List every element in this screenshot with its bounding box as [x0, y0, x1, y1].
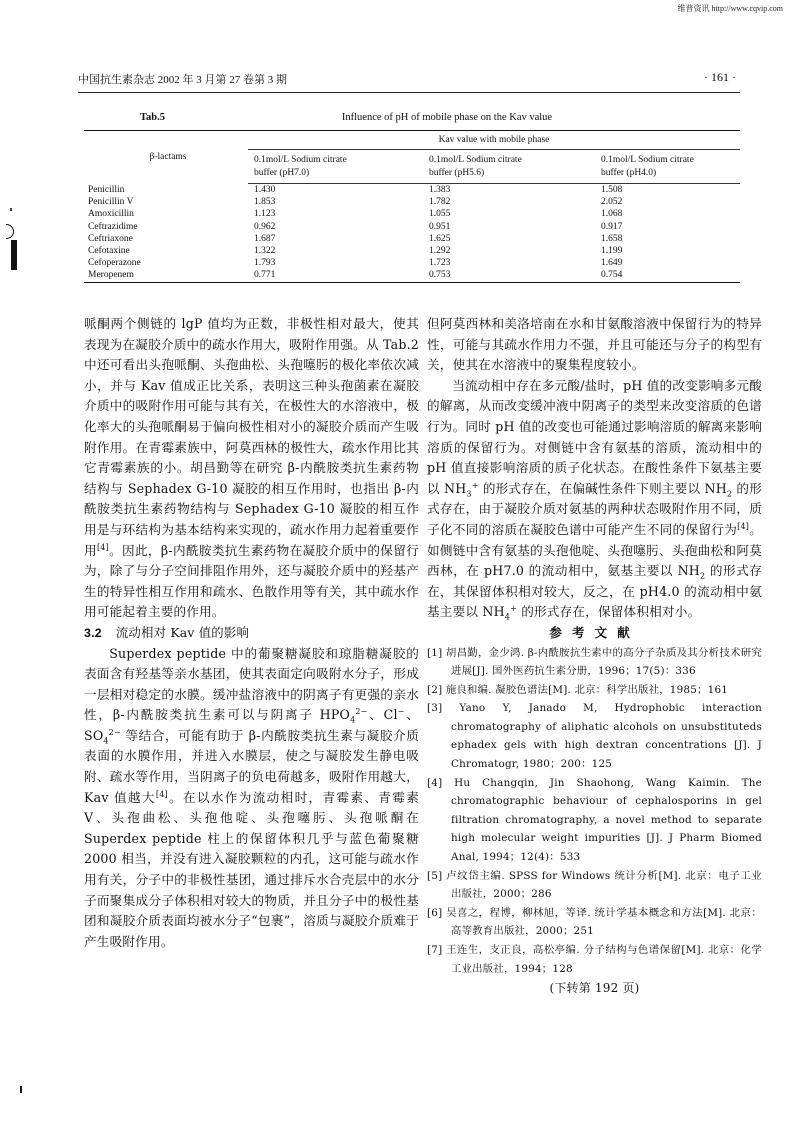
column-header: 0.1mol/L Sodium citrate buffer (pH5.6) [429, 150, 601, 184]
group-header: Kav value with mobile phase [248, 131, 740, 150]
table-row [84, 184, 740, 197]
row-header: β-lactams [84, 131, 248, 184]
drug-name: Ceftrazidime [88, 221, 138, 232]
section-heading [84, 623, 419, 644]
table-row [84, 196, 740, 208]
left-column [84, 314, 419, 952]
kav-value: 1.853 [254, 197, 276, 208]
kav-value: 0.753 [429, 269, 601, 282]
table-row [84, 233, 740, 245]
paragraph: 当流动相中存在多元酸/盐时，pH 值的改变影响多元酸的解离，从而改变缓冲液中阴离子的类型来改变溶质的色谱行为。同时 pH 值的改变也可能通过影响溶质的解离来影响溶质的保留行为。对侧链中含有氨基的溶质，流动相中的 pH 值直接影响溶质的质子化状态。在酸性条件下氨基主要以 $NH_3^+$ 的形式存在，在偏碱性条件下则主要以 $NH_2$ 的形式存在，由于凝胶介质对氨基的两种状态吸附作用不同，质子化不同的溶质在凝胶色谱中可能产生不同的保留行为[4]。如侧链中含有氨基的头孢他啶、头孢噻肟、头孢曲松和阿莫西林，在 pH7.0 的流动相中，氨基主要以 $NH_2$ 的形式存在，其保留体积相对较大，反之，在 pH4.0 的流动相中氨基主要以 $NH_4^+$ 的形式存在，保留体积相对小。 [427, 377, 763, 622]
section-title: 流动相对 Kav 值的影响 [115, 624, 250, 640]
paragraph: 哌酮两个侧链的 lgP 值均为正数，非极性相对最大，使其表现为在凝胶介质中的疏水作用大，吸附作用强。从 Tab.2 中还可看出头孢哌酮、头孢曲松、头孢噻肟的极化率依次减小，并与 Kav 值成正比关系，表明这三种头孢菌素在凝胶介质中的吸附作用可能与其有关，在极性大的水溶液中，极化率大的头孢哌酮易于偏向极性相对小的凝胶介质而产生吸附作用。在青霉素族中，阿莫西林的极性大，疏水作用比其它青霉素族的小。胡昌勤等在研究 β-内酰胺类抗生素药物结构与 Sephadex G-10 凝胶的相互作用时，也指出 β-内酰胺类抗生素药物结构与 Sephadex G-10 凝胶的相互作用是与环结构为基本结构来实现的，疏水作用力起着重要作用[4]。因此，β-内酰胺类抗生素药物在凝胶介质中的保留行为，除了与分子空间排阻作用外，还与凝胶介质中的羟基产生的特异性相互作用和疏水、色散作用等有关，其中疏水作用可能起着主要的作用。 [84, 316, 419, 620]
scan-mark [11, 240, 17, 270]
journal-title: 中国抗生素杂志 2002 年 3 月第 27 卷第 3 期 [78, 74, 287, 86]
kav-value: 0.754 [601, 269, 740, 282]
table-row [84, 269, 740, 282]
reference-item: [7] 王连生，支正良，高松亭编. 分子结构与色谱保留[M]. 北京：化学工业出版社，1994；128 [427, 944, 762, 975]
kav-value: 1.055 [429, 209, 451, 220]
drug-name: Penicillin [88, 184, 125, 195]
drug-name: Amoxicillin [88, 209, 134, 220]
kav-value: 1.649 [601, 258, 623, 269]
watermark: 维普资讯 http://www.cqvip.com [677, 4, 783, 13]
drug-name: Cefoperazone [88, 258, 141, 269]
references-heading: 参考文献 [549, 624, 640, 640]
scan-mark [20, 1086, 22, 1093]
kav-value: 1.687 [254, 233, 276, 244]
kav-value: 0.771 [248, 269, 429, 282]
references-list [427, 644, 762, 979]
table-row [84, 257, 740, 269]
kav-value: 1.383 [429, 185, 451, 196]
kav-value: 1.123 [254, 209, 276, 220]
drug-name: Cefotaxine [88, 246, 130, 257]
page-number: · 161 · [704, 70, 736, 84]
kav-value: 1.793 [254, 258, 276, 269]
drug-name: Meropenem [84, 269, 248, 282]
reference-item: [5] 卢纹岱主编. SPSS for Windows 统计分析[M]. 北京：电子工业出版社，2000；286 [427, 869, 762, 901]
kav-value: 1.625 [429, 233, 451, 244]
column-header: 0.1mol/L Sodium citrate buffer (pH7.0) [248, 150, 429, 184]
drug-name: Penicillin V [88, 197, 134, 208]
kav-value: 0.951 [429, 221, 451, 232]
kav-value: 1.322 [254, 246, 276, 257]
running-head [78, 71, 740, 89]
kav-value: 1.723 [429, 258, 451, 269]
right-column [427, 314, 762, 999]
table-row [84, 208, 740, 220]
reference-item: [2] 施良和编. 凝胶色谱法[M]. 北京：科学出版社，1985；161 [427, 683, 729, 696]
table-caption [84, 112, 740, 128]
scan-mark [6, 224, 14, 239]
paragraph: Superdex peptide 中的葡聚糖凝胶和琼脂糖凝胶的表面含有羟基等亲水基团，使其表面定向吸附水分子，形成一层相对稳定的水膜。缓冲盐溶液中的阴离子有更强的亲水性，β-内酰胺类抗生素可以与阴离子 $HPO_4^{2-}$、Cl−、$SO_4^{2-}$ 等结合，可能有助于 β-内酰胺类抗生素与凝胶介质表面的水膜作用，并进入水膜层，使之与凝胶发生静电吸附、疏水等作用，当阴离子的负电荷越多，吸附作用越大，Kav 值越大[4]。在以水作为流动相时，青霉素、青霉素 V、头孢曲松、头孢他啶、头孢噻肟、头孢哌酮在 Superdex peptide 柱上的保留体积几乎与蓝色葡聚糖 2000 相当，并没有进入凝胶颗粒的内孔，这可能与疏水作用有关，分子中的非极性基团，通过排斥水合壳层中的水分子而聚集成分子体积相对较大的物质，并且分子中的极性基团和凝胶介质表面均被水分子“包裹”，溶质与凝胶介质难于产生吸附作用。 [84, 645, 420, 949]
continued-note: (下转第 192 页) [549, 981, 640, 996]
reference-item: [4] Hu Changqin, Jin Shaohong, Wang Kaimin. The chromatographic behaviour of cephalosporins in gel filtration chromatography, a novel method to separate high molecular weight impurities [J]. J Pharm Biomed Anal, 1994；12(4)：533 [427, 776, 762, 864]
table-label: Tab.5 [140, 112, 166, 123]
kav-value: 1.292 [429, 246, 451, 257]
kav-value: 1.199 [601, 246, 623, 257]
reference-item: [6] 吴喜之，程博，柳林旭，等译. 统计学基本概念和方法[M]. 北京：高等教育出版社，2000；251 [427, 906, 762, 938]
column-header: 0.1mol/L Sodium citrate buffer (pH4.0) [601, 150, 740, 184]
reference-item: [3] Yano Y, Janado M, Hydrophobic interaction chromatography of aliphatic alcohols on unsubstituteds ephadex gels with high dextran concentrations [J]. J Chromatogr, 1980；200：125 [427, 702, 762, 771]
reference-item: [1] 胡昌勤，金少鸿. β-内酰胺抗生素中的高分子杂质及其分析技术研究进展[J]. 国外医药抗生素分册，1996；17(5)：336 [427, 646, 762, 678]
kav-value: 1.508 [601, 185, 623, 196]
kav-value: 0.917 [601, 221, 623, 232]
section-number: 3.2 [84, 625, 102, 640]
table-row [84, 245, 740, 257]
scan-mark [10, 208, 12, 211]
table-title: Influence of pH of mobile phase on the Kav value [341, 112, 553, 123]
kav-value: 0.962 [254, 221, 276, 232]
table-row [84, 221, 740, 233]
kav-value: 1.782 [429, 197, 451, 208]
kav-value: 1.658 [601, 233, 623, 244]
kav-value: 1.068 [601, 209, 623, 220]
header-rule [78, 92, 740, 93]
drug-name: Ceftriaxone [88, 233, 133, 244]
kav-table [84, 130, 740, 283]
kav-value: 1.430 [254, 185, 276, 196]
paragraph: 但阿莫西林和美洛培南在水和甘氨酸溶液中保留行为的特异性，可能与其疏水作用力不强，并且可能还与分子的构型有关，使其在水溶液中的聚集程度较小。 [427, 316, 762, 373]
kav-value: 2.052 [601, 197, 623, 208]
